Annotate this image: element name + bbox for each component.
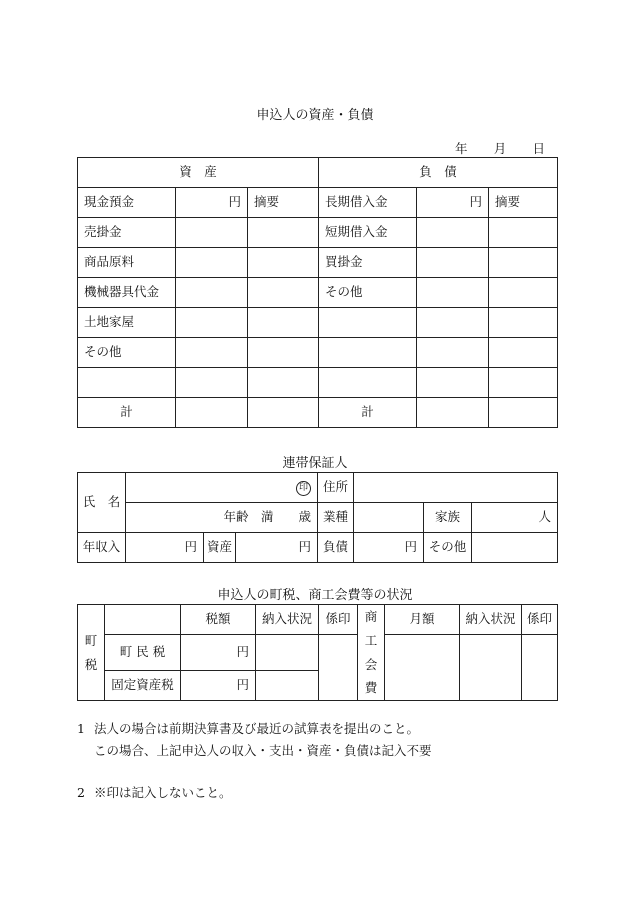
asset-amount-cell[interactable] bbox=[176, 308, 248, 338]
guarantor-row bbox=[78, 533, 558, 563]
chamber-seal-cell[interactable] bbox=[522, 635, 558, 701]
note-item bbox=[77, 782, 557, 804]
liability-label[interactable] bbox=[319, 338, 417, 368]
guarantor-row bbox=[78, 473, 558, 503]
town-tax-text: 町 税 bbox=[84, 632, 98, 672]
asset-total-cell[interactable] bbox=[176, 398, 248, 428]
asset-memo-cell[interactable] bbox=[248, 308, 319, 338]
tax-header-row bbox=[78, 605, 558, 635]
liability-label: 長期借入金 bbox=[319, 188, 417, 218]
note-number: 2 bbox=[77, 784, 85, 800]
assets-label: 資産 bbox=[204, 533, 236, 563]
liability-amount-cell[interactable] bbox=[417, 338, 489, 368]
address-cell[interactable] bbox=[354, 473, 558, 503]
name-cell[interactable] bbox=[126, 473, 318, 503]
liability-memo-cell[interactable] bbox=[489, 338, 558, 368]
liability-label[interactable] bbox=[319, 308, 417, 338]
date-line bbox=[455, 139, 545, 157]
table-row bbox=[78, 338, 558, 368]
note-number: 1 bbox=[77, 721, 85, 736]
table-row bbox=[78, 308, 558, 338]
table-row bbox=[78, 398, 558, 428]
family-count-cell[interactable]: 人 bbox=[472, 503, 558, 533]
note-text-continued: この場合、上記申込人の収入・支出・資産・負債は記入不要 bbox=[94, 742, 432, 758]
assets-header: 資 産 bbox=[78, 158, 319, 188]
assets-liabilities-table bbox=[77, 157, 558, 428]
payment-status-header-2: 納入状況 bbox=[460, 605, 522, 635]
asset-memo-cell[interactable] bbox=[248, 398, 319, 428]
income-cell[interactable]: 円 bbox=[126, 533, 204, 563]
table-row bbox=[78, 368, 558, 398]
tax-row bbox=[78, 635, 558, 671]
liability-label: その他 bbox=[319, 278, 417, 308]
tax-status-table bbox=[77, 604, 558, 701]
asset-total-label: 計 bbox=[78, 398, 176, 428]
liability-amount-cell[interactable] bbox=[417, 218, 489, 248]
yen-unit: 円 bbox=[176, 188, 248, 218]
yen-unit: 円 bbox=[417, 188, 489, 218]
table-row bbox=[78, 188, 558, 218]
asset-label[interactable] bbox=[78, 368, 176, 398]
resident-tax-label: 町 民 税 bbox=[105, 635, 181, 671]
liability-total-label: 計 bbox=[319, 398, 417, 428]
asset-memo-cell[interactable] bbox=[248, 248, 319, 278]
town-tax-label bbox=[78, 605, 105, 701]
resident-tax-status[interactable] bbox=[256, 635, 319, 671]
chamber-fee-label bbox=[358, 605, 385, 701]
property-tax-label: 固定資産税 bbox=[105, 671, 181, 701]
table-row bbox=[78, 248, 558, 278]
asset-label: 現金預金 bbox=[78, 188, 176, 218]
liability-memo-cell[interactable] bbox=[489, 368, 558, 398]
note-spacer bbox=[77, 762, 557, 782]
other-cell[interactable] bbox=[472, 533, 558, 563]
note-text: 法人の場合は前期決算書及び最近の試算表を提出のこと。 bbox=[94, 721, 420, 736]
monthly-amount-header: 月額 bbox=[385, 605, 460, 635]
asset-label: 商品原料 bbox=[78, 248, 176, 278]
liability-memo-cell[interactable] bbox=[489, 398, 558, 428]
tax-blank-header bbox=[105, 605, 181, 635]
table-row bbox=[78, 218, 558, 248]
asset-memo-cell[interactable] bbox=[248, 338, 319, 368]
seal-mark: 印 bbox=[296, 481, 311, 496]
property-tax-status[interactable] bbox=[256, 671, 319, 701]
asset-amount-cell[interactable] bbox=[176, 278, 248, 308]
asset-amount-cell[interactable] bbox=[176, 368, 248, 398]
clerk-seal-header-2: 係印 bbox=[522, 605, 558, 635]
page-title: 申込人の資産・負債 bbox=[256, 108, 374, 123]
asset-label: 機械器具代金 bbox=[78, 278, 176, 308]
liability-memo-cell[interactable] bbox=[489, 278, 558, 308]
tax-amount-header: 税額 bbox=[181, 605, 256, 635]
liability-label: 短期借入金 bbox=[319, 218, 417, 248]
table-header-row bbox=[78, 158, 558, 188]
asset-label: その他 bbox=[78, 338, 176, 368]
occupation-label: 業種 bbox=[318, 503, 354, 533]
asset-amount-cell[interactable] bbox=[176, 218, 248, 248]
asset-memo-cell[interactable] bbox=[248, 218, 319, 248]
resident-tax-amount[interactable]: 円 bbox=[181, 635, 256, 671]
asset-memo-cell[interactable] bbox=[248, 368, 319, 398]
memo-header: 摘要 bbox=[489, 188, 558, 218]
date-day: 日 bbox=[532, 141, 545, 156]
guarantor-section-title: 連帯保証人 bbox=[282, 456, 348, 471]
liability-label[interactable] bbox=[319, 368, 417, 398]
asset-label: 土地家屋 bbox=[78, 308, 176, 338]
date-month: 月 bbox=[493, 141, 507, 156]
debt-label: 負債 bbox=[318, 533, 354, 563]
property-tax-amount[interactable]: 円 bbox=[181, 671, 256, 701]
asset-label: 売掛金 bbox=[78, 218, 176, 248]
assets-cell[interactable]: 円 bbox=[236, 533, 318, 563]
clerk-seal-cell[interactable] bbox=[319, 635, 358, 701]
name-label: 氏 名 bbox=[78, 473, 126, 533]
asset-amount-cell[interactable] bbox=[176, 338, 248, 368]
address-label: 住所 bbox=[318, 473, 354, 503]
memo-header: 摘要 bbox=[248, 188, 319, 218]
note-text: ※印は記入しないこと。 bbox=[94, 784, 232, 800]
liability-amount-cell[interactable] bbox=[417, 278, 489, 308]
tax-section-title: 申込人の町税、商工会費等の状況 bbox=[217, 588, 413, 603]
income-label: 年収入 bbox=[78, 533, 126, 563]
guarantor-row bbox=[78, 503, 558, 533]
liability-amount-cell[interactable] bbox=[417, 248, 489, 278]
liability-amount-cell[interactable] bbox=[417, 308, 489, 338]
note-item bbox=[77, 718, 557, 740]
other-label: その他 bbox=[424, 533, 472, 563]
clerk-seal-header: 係印 bbox=[319, 605, 358, 635]
occupation-cell[interactable] bbox=[354, 503, 424, 533]
chamber-fee-text: 商 工 会 費 bbox=[364, 609, 378, 696]
liability-label: 買掛金 bbox=[319, 248, 417, 278]
monthly-amount-cell[interactable] bbox=[385, 635, 460, 701]
notes bbox=[77, 718, 557, 804]
debt-cell[interactable]: 円 bbox=[354, 533, 424, 563]
liability-memo-cell[interactable] bbox=[489, 248, 558, 278]
guarantor-table bbox=[77, 472, 558, 563]
table-row bbox=[78, 278, 558, 308]
chamber-status-cell[interactable] bbox=[460, 635, 522, 701]
liability-memo-cell[interactable] bbox=[489, 218, 558, 248]
liability-amount-cell[interactable] bbox=[417, 368, 489, 398]
liabilities-header: 負 債 bbox=[319, 158, 558, 188]
asset-amount-cell[interactable] bbox=[176, 248, 248, 278]
liability-memo-cell[interactable] bbox=[489, 308, 558, 338]
age-field[interactable]: 年齢 満 歳 bbox=[126, 503, 318, 533]
date-year: 年 bbox=[455, 141, 468, 156]
liability-total-cell[interactable] bbox=[417, 398, 489, 428]
family-label: 家族 bbox=[424, 503, 472, 533]
payment-status-header: 納入状況 bbox=[256, 605, 319, 635]
asset-memo-cell[interactable] bbox=[248, 278, 319, 308]
